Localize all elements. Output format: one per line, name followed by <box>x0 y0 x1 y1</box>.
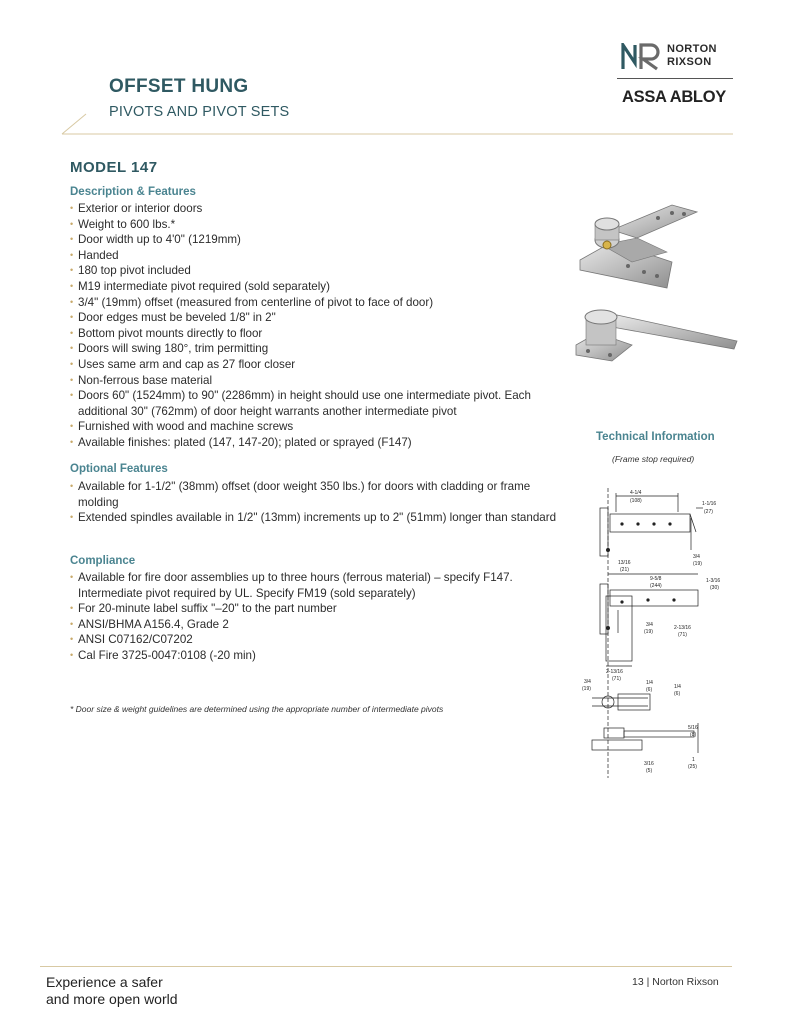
list-item: • Door edges must be beveled 1/8" in 2" <box>70 310 560 326</box>
logo-parent-name: ASSA ABLOY <box>622 88 726 106</box>
list-item: • Non-ferrous base material <box>70 373 560 389</box>
dim-label: (19) <box>582 686 591 692</box>
header-rule <box>60 112 735 137</box>
dim-label: (27) <box>704 509 713 515</box>
logo-line-1: NORTON <box>667 43 717 55</box>
dim-label: 1-3/16 <box>706 578 721 584</box>
list-item: • Exterior or interior doors <box>70 201 560 217</box>
dim-label: 3/4 <box>584 679 591 685</box>
dim-label: (108) <box>630 498 642 504</box>
compliance-list <box>70 570 560 664</box>
dim-label: (19) <box>644 629 653 635</box>
dim-label: 1-1/16 <box>702 501 717 507</box>
page-subtitle: PIVOTS AND PIVOT SETS <box>109 104 290 120</box>
dim-label: 1/4 <box>646 680 653 686</box>
list-item: • Doors 60" (1524mm) to 90" (2286mm) in height should use one intermediate pivot. Each additional 30" (762mm) of door height warrants another intermediate pivot <box>70 388 560 419</box>
dim-label: 1 <box>692 757 695 763</box>
list-item: • Bottom pivot mounts directly to floor <box>70 326 560 342</box>
model-heading: MODEL 147 <box>70 159 158 176</box>
dim-label: (25) <box>688 764 697 770</box>
list-item: • ANSI/BHMA A156.4, Grade 2 <box>70 617 560 633</box>
dim-label: (6) <box>674 691 681 697</box>
dim-label: 5/16 <box>688 725 698 731</box>
list-item: • Available for fire door assemblies up to three hours (ferrous material) – specify F147. Intermediate pivot required by UL. Specify FM19 (sold separately) <box>70 570 560 601</box>
technical-note: (Frame stop required) <box>612 454 695 464</box>
dim-label: 9-5/8 <box>650 576 662 582</box>
logo-brand-name <box>667 43 717 69</box>
dim-label: 3/4 <box>693 554 700 560</box>
dim-label: 1/4 <box>674 684 681 690</box>
nr-logo-mark-icon <box>621 43 665 71</box>
dim-label: (6) <box>646 687 653 693</box>
tagline-line-1: Experience a safer <box>46 974 163 990</box>
page-number: 13 | Norton Rixson <box>632 976 719 988</box>
technical-drawing <box>578 488 738 783</box>
list-item: • For 20-minute label suffix "–20" to the part number <box>70 601 560 617</box>
list-item: • Available for 1-1/2" (38mm) offset (door weight 350 lbs.) for doors with cladding or frame molding <box>70 479 560 510</box>
footnote: * Door size & weight guidelines are determined using the appropriate number of intermediate pivots <box>70 704 444 714</box>
optional-list <box>70 479 560 526</box>
list-item: • 3/4" (19mm) offset (measured from centerline of pivot to face of door) <box>70 295 560 311</box>
list-item: • Door width up to 4'0" (1219mm) <box>70 232 560 248</box>
page-title: OFFSET HUNG <box>109 76 249 97</box>
dim-label: 4-1/4 <box>630 490 642 496</box>
logo-divider <box>617 78 733 79</box>
optional-heading: Optional Features <box>70 463 168 475</box>
dim-label: 2-13/16 <box>674 625 691 631</box>
list-item: • Handed <box>70 248 560 264</box>
list-item: • 180 top pivot included <box>70 263 560 279</box>
dim-label: 13/16 <box>618 560 631 566</box>
list-item: • Weight to 600 lbs.* <box>70 217 560 233</box>
dim-label: 3/16 <box>644 761 654 767</box>
dim-label: 2-13/16 <box>606 669 623 675</box>
dim-label: (71) <box>612 676 621 682</box>
dim-label: 3/4 <box>646 622 653 628</box>
description-list <box>70 201 560 451</box>
list-item: • Furnished with wood and machine screws <box>70 419 560 435</box>
dim-label: (30) <box>710 585 719 591</box>
list-item: • Uses same arm and cap as 27 floor closer <box>70 357 560 373</box>
dim-label: (244) <box>650 583 662 589</box>
dim-label: (71) <box>678 632 687 638</box>
technical-heading: Technical Information <box>596 431 715 443</box>
top-pivot-image <box>572 200 737 290</box>
footer-rule <box>40 966 732 967</box>
bottom-pivot-image <box>572 305 742 365</box>
list-item: • Doors will swing 180°, trim permitting <box>70 341 560 357</box>
dim-label: (5) <box>646 768 653 774</box>
list-item: • Available finishes: plated (147, 147-20); plated or sprayed (F147) <box>70 435 560 451</box>
list-item: • ANSI C07162/C07202 <box>70 632 560 648</box>
dim-label: (19) <box>693 561 702 567</box>
footer-tagline <box>46 974 178 1008</box>
dim-label: (21) <box>620 567 629 573</box>
dim-label: (8) <box>690 732 697 738</box>
logo-line-2: RIXSON <box>667 56 712 68</box>
description-heading: Description & Features <box>70 186 196 198</box>
compliance-heading: Compliance <box>70 555 136 567</box>
list-item: • M19 intermediate pivot required (sold separately) <box>70 279 560 295</box>
list-item: • Extended spindles available in 1/2" (13mm) increments up to 2" (51mm) longer than standard <box>70 510 560 526</box>
list-item: • Cal Fire 3725-0047:0108 (-20 min) <box>70 648 560 664</box>
tagline-line-2: and more open world <box>46 991 178 1007</box>
